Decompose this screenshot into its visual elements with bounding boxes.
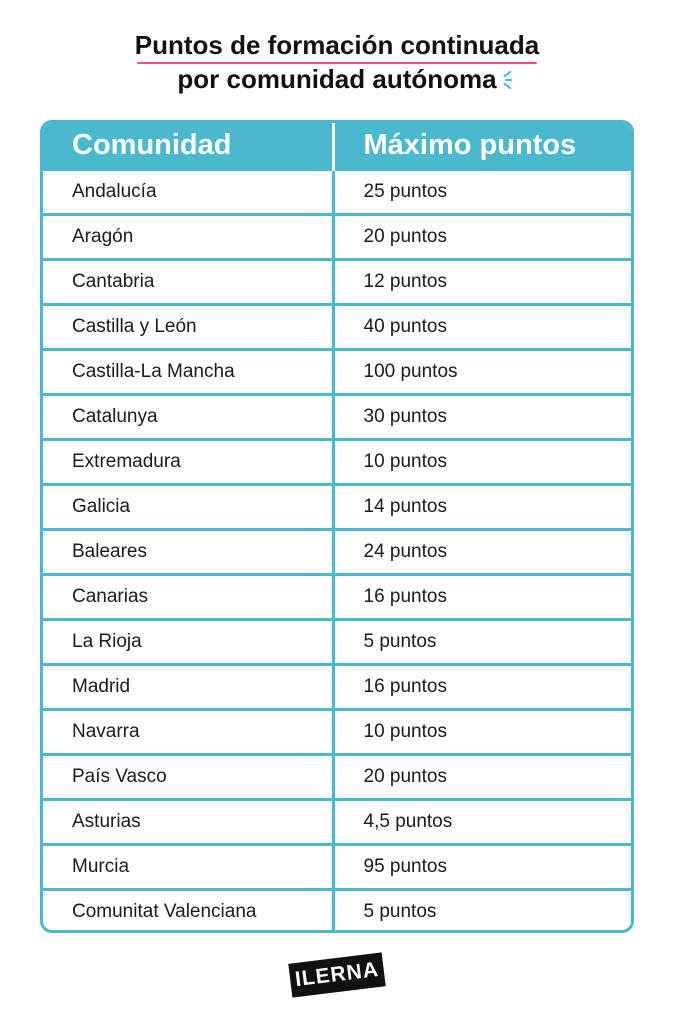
cell-comunidad: La Rioja bbox=[43, 620, 333, 665]
table-row bbox=[43, 395, 631, 440]
cell-puntos: 10 puntos bbox=[333, 440, 631, 485]
cell-puntos: 5 puntos bbox=[333, 620, 631, 665]
points-table bbox=[40, 120, 634, 933]
ilerna-logo: ILERNA bbox=[288, 952, 385, 997]
cell-puntos: 14 puntos bbox=[333, 485, 631, 530]
table-row bbox=[43, 890, 631, 934]
cell-puntos: 40 puntos bbox=[333, 305, 631, 350]
table-row bbox=[43, 170, 631, 215]
cell-comunidad: Galicia bbox=[43, 485, 333, 530]
table-row bbox=[43, 485, 631, 530]
table-row bbox=[43, 620, 631, 665]
cell-puntos: 12 puntos bbox=[333, 260, 631, 305]
cell-comunidad: Canarias bbox=[43, 575, 333, 620]
cell-comunidad: Madrid bbox=[43, 665, 333, 710]
title-line-2 bbox=[177, 62, 496, 96]
table-row bbox=[43, 575, 631, 620]
cell-puntos: 16 puntos bbox=[333, 575, 631, 620]
cell-comunidad: País Vasco bbox=[43, 755, 333, 800]
table-row bbox=[43, 665, 631, 710]
cell-puntos: 5 puntos bbox=[333, 890, 631, 934]
cell-comunidad: Andalucía bbox=[43, 170, 333, 215]
cell-puntos: 10 puntos bbox=[333, 710, 631, 755]
cell-puntos: 4,5 puntos bbox=[333, 800, 631, 845]
cell-comunidad: Cantabria bbox=[43, 260, 333, 305]
cell-comunidad: Castilla y León bbox=[43, 305, 333, 350]
cell-puntos: 16 puntos bbox=[333, 665, 631, 710]
cell-comunidad: Murcia bbox=[43, 845, 333, 890]
table-row bbox=[43, 350, 631, 395]
table-row bbox=[43, 215, 631, 260]
cell-comunidad: Aragón bbox=[43, 215, 333, 260]
cell-comunidad: Asturias bbox=[43, 800, 333, 845]
cell-puntos: 95 puntos bbox=[333, 845, 631, 890]
cell-puntos: 25 puntos bbox=[333, 170, 631, 215]
table-row bbox=[43, 530, 631, 575]
title-line-1 bbox=[135, 28, 539, 62]
table-header-row bbox=[43, 123, 631, 170]
table-row bbox=[43, 845, 631, 890]
table-row bbox=[43, 800, 631, 845]
table-row bbox=[43, 260, 631, 305]
page-title bbox=[0, 28, 674, 96]
sparkle-icon bbox=[501, 71, 513, 89]
cell-comunidad: Navarra bbox=[43, 710, 333, 755]
table-row bbox=[43, 305, 631, 350]
cell-puntos: 20 puntos bbox=[333, 755, 631, 800]
cell-puntos: 24 puntos bbox=[333, 530, 631, 575]
cell-comunidad: Catalunya bbox=[43, 395, 333, 440]
cell-comunidad: Castilla-La Mancha bbox=[43, 350, 333, 395]
cell-comunidad: Extremadura bbox=[43, 440, 333, 485]
header-maximo-puntos: Máximo puntos bbox=[333, 123, 631, 170]
title-line-2-text: por comunidad autónoma bbox=[177, 64, 497, 94]
cell-puntos: 20 puntos bbox=[333, 215, 631, 260]
cell-comunidad: Comunitat Valenciana bbox=[43, 890, 333, 934]
cell-comunidad: Baleares bbox=[43, 530, 333, 575]
cell-puntos: 30 puntos bbox=[333, 395, 631, 440]
title-line-1-text: Puntos de formación continuada bbox=[134, 30, 540, 60]
table-row bbox=[43, 710, 631, 755]
table-row bbox=[43, 440, 631, 485]
header-comunidad: Comunidad bbox=[43, 123, 333, 170]
table-body bbox=[43, 170, 631, 934]
table-row bbox=[43, 755, 631, 800]
cell-puntos: 100 puntos bbox=[333, 350, 631, 395]
